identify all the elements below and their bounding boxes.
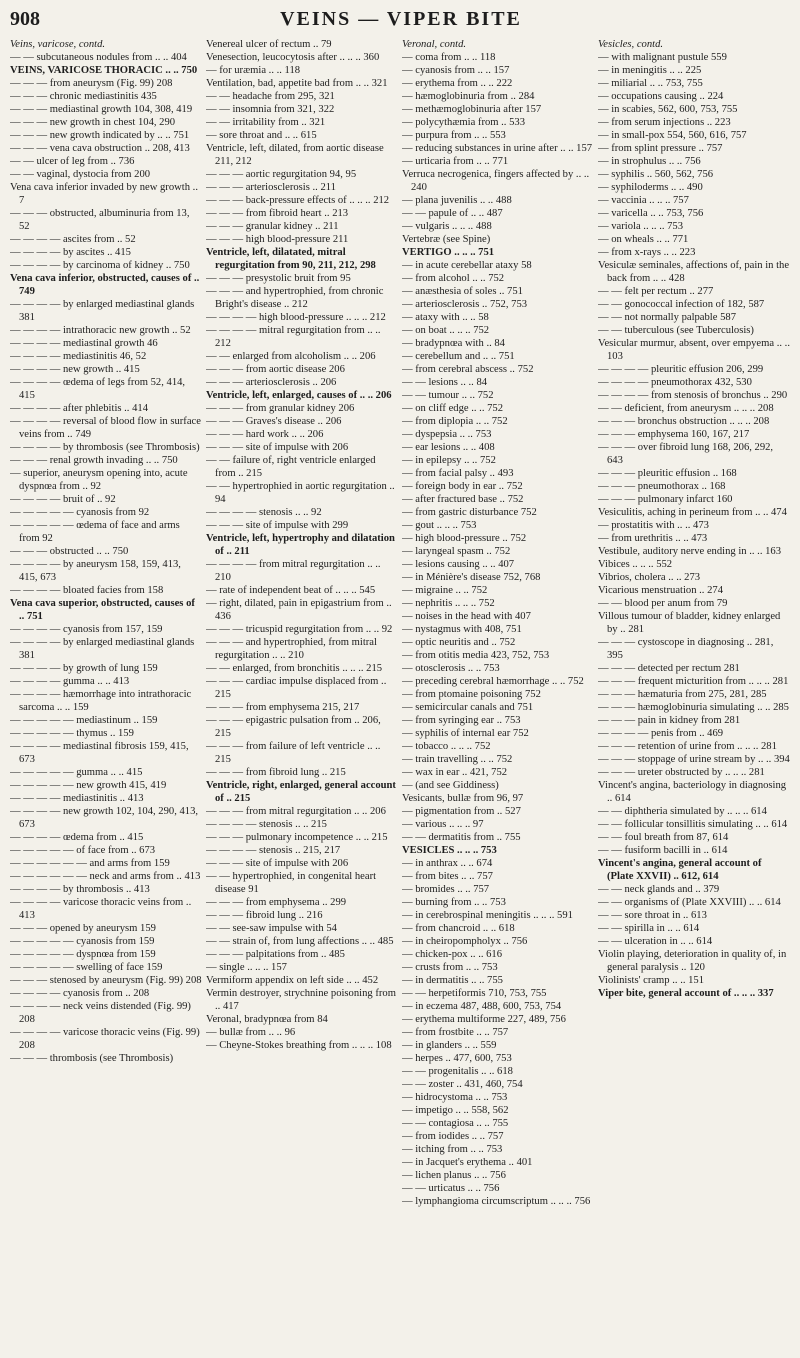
index-entry: — — — — mediastinal growth 46 [10,338,158,349]
index-entry: — from facial palsy .. 493 [402,468,514,479]
index-entry: — from bites .. .. 757 [402,871,493,882]
index-entry: — in glanders .. .. 559 [402,1040,497,1051]
index-entry: — — — arteriosclerosis .. 211 [206,182,336,193]
index-entry: Ventricle, left, dilated, from aortic disease 211, 212 [206,143,384,167]
index-entry: — — — — — swelling of face 159 [10,962,163,973]
index-entry: — — gonococcal infection of 182, 587 [598,299,765,310]
index-entry: — — — arteriosclerosis .. 206 [206,377,337,388]
index-entry: — nystagmus with 408, 751 [402,624,522,635]
index-entry: — cerebellum and .. .. 751 [402,351,515,362]
index-entry: — — — — — — neck and arms from .. 413 [10,871,201,882]
index-entry: — — — — by thrombosis (see Thrombosis) [10,442,200,453]
index-entry: — — — obstructed, albuminuria from 13, 52 [10,208,190,232]
index-entry: — — felt per rectum .. 277 [598,286,714,297]
index-entry: — — — — — œdema of face and arms from 92 [10,520,180,544]
index-entry: — — — pulmonary incompetence .. .. 215 [206,832,388,843]
index-entry: — in strophulus .. .. 756 [598,156,701,167]
index-entry: Veronal, contd. [402,39,467,50]
index-entry: — from ptomaine poisoning 752 [402,689,541,700]
index-entry: Veins, varicose, contd. [10,39,106,50]
index-entry: — — — — stenosis .. 215, 217 [206,845,341,856]
index-entry: Vesicles, contd. [598,39,664,50]
index-entry: — — sore throat in .. 613 [598,910,707,921]
index-entry: Ventricle, left, enlarged, causes of .. .. 206 [206,390,392,401]
index-entry: — from cerebral abscess .. 752 [402,364,534,375]
index-entry: — — deficient, from aneurysm .. .. .. 208 [598,403,774,414]
index-entry: — — failure of, right ventricle enlarged from .. 215 [206,455,376,479]
index-entry: — — — from aneurysm (Fig. 99) 208 [10,78,173,89]
index-entry: — — diphtheria simulated by .. .. .. 614 [598,806,767,817]
index-entry: — in Ménière's disease 752, 768 [402,572,541,583]
index-columns [10,38,792,1208]
index-entry: — — — — — cyanosis from 92 [10,507,150,518]
index-entry: — — — — mediastinitis .. 413 [10,793,144,804]
index-entry: Viper bite, general account of .. .. .. 337 [598,988,774,999]
index-entry: — coma from .. .. 118 [402,52,496,63]
index-entry: — dyspepsia .. .. 753 [402,429,492,440]
index-entry: — from otitis media 423, 752, 753 [402,650,550,661]
index-entry: — — — pneumothorax .. 168 [598,481,726,492]
index-entry: — syphilis .. 560, 562, 756 [598,169,714,180]
index-entry: — — see-saw impulse with 54 [206,923,337,934]
index-entry: — gout .. .. .. 753 [402,520,477,531]
index-entry: — — strain of, from lung affections .. .. 485 [206,936,394,947]
index-entry: — preceding cerebral hæmorrhage .. .. 752 [402,676,584,687]
index-entry: — — — — by aneurysm 158, 159, 413, 415, 673 [10,559,181,583]
index-entry: — — ulcer of leg from .. 736 [10,156,135,167]
index-entry: — — — — intrathoracic new growth .. 52 [10,325,191,336]
index-entry: — — ulceration in .. .. 614 [598,936,713,947]
index-entry: — — — high blood-pressure 211 [206,234,349,245]
index-entry: — — tumour .. .. 752 [402,390,494,401]
index-entry: Veronal, bradypnœa from 84 [206,1014,328,1025]
index-entry: — — organisms of (Plate XXVIII) .. .. 614 [598,897,781,908]
index-entry: — — — — by carcinoma of kidney .. 750 [10,260,190,271]
index-entry: — occupations causing .. 224 [598,91,724,102]
index-entry: — tobacco .. .. .. 752 [402,741,491,752]
index-entry: — reducing substances in urine after .. .. 157 [402,143,593,154]
index-entry: — cyanosis from .. .. 157 [402,65,510,76]
index-entry: — — — — pneumothorax 432, 530 [598,377,752,388]
index-entry: — — not normally palpable 587 [598,312,736,323]
index-entry: — — papule of .. .. 487 [402,208,503,219]
index-entry: — — — — cyanosis from .. 208 [10,988,150,999]
index-entry: — purpura from .. .. 553 [402,130,506,141]
index-entry: — — — emphysema 160, 167, 217 [598,429,750,440]
index-entry: — — — chronic mediastinitis 435 [10,91,157,102]
index-entry: — — — renal growth invading .. .. 750 [10,455,178,466]
index-entry: Vincent's angina, general account of (Plate XXVII) .. 612, 614 [598,858,762,882]
index-entry: Venesection, leucocytosis after .. .. .. 360 [206,52,380,63]
index-entry: — — — epigastric pulsation from .. 206, 215 [206,715,381,739]
index-entry: — — — from fibroid heart .. 213 [206,208,349,219]
index-entry: — — foul breath from 87, 614 [598,832,729,843]
index-entry: Ventricle, left, dilatated, mitral regurgitation from 90, 211, 212, 298 [206,247,376,271]
index-entry: — — — — penis from .. 469 [598,728,724,739]
index-entry: — in anthrax .. .. 674 [402,858,493,869]
index-entry: — — — Graves's disease .. 206 [206,416,342,427]
index-entry: — — — stoppage of urine stream by .. .. 394 [598,754,790,765]
index-entry: — — — from emphysema .. 299 [206,897,347,908]
index-entry: — chicken-pox .. .. 616 [402,949,503,960]
index-entry: — — — mediastinal growth 104, 308, 419 [10,104,193,115]
index-entry: — — herpetiformis 710, 753, 755 [402,988,547,999]
index-entry: — — — — high blood-pressure .. .. .. 212 [206,312,386,323]
index-entry: — — — — by enlarged mediastinal glands 381 [10,299,195,323]
index-entry: — from serum injections .. 223 [598,117,731,128]
index-entry: — — — — — cyanosis from 159 [10,936,155,947]
index-entry: — in meningitis .. .. 225 [598,65,702,76]
index-entry: — — zoster .. 431, 460, 754 [402,1079,523,1090]
index-entry: — — — — varicose thoracic veins (Fig. 99) 208 [10,1027,200,1051]
index-entry: — superior, aneurysm opening into, acute dyspnœa from .. 92 [10,468,188,492]
index-entry: — — — — from stenosis of bronchus .. 290 [598,390,788,401]
index-entry: — — — presystolic bruit from 95 [206,273,351,284]
index-entry: — — — hæmoglobinuria simulating .. .. 285 [598,702,789,713]
index-entry: — — — tricuspid regurgitation from .. .. 92 [206,624,393,635]
index-entry: — sore throat and .. .. 615 [206,130,317,141]
index-entry: — — — — hæmorrhage into intrathoracic sarcoma .. .. 159 [10,689,192,713]
index-entry: — — contagiosa .. .. 755 [402,1118,509,1129]
index-entry: — high blood-pressure .. 752 [402,533,527,544]
index-column-4 [598,38,790,1208]
index-entry: — — — — mediastinal fibrosis 159, 415, 673 [10,741,189,765]
index-entry: — — — granular kidney .. 211 [206,221,339,232]
index-entry: — erythema from .. .. 222 [402,78,513,89]
index-entry: — on wheals .. .. 771 [598,234,689,245]
index-entry: — — — new growth in chest 104, 290 [10,117,176,128]
index-entry: — — enlarged from alcoholism .. .. 206 [206,351,376,362]
index-entry: — syphiloderms .. .. 490 [598,182,703,193]
index-entry: — — — from failure of left ventricle .. .. 215 [206,741,381,765]
index-entry: — — — — — of face from .. 673 [10,845,156,856]
index-entry: — — — palpitations from .. 485 [206,949,345,960]
index-entry: — noises in the head with 407 [402,611,531,622]
index-entry: — otosclerosis .. .. 753 [402,663,500,674]
page-number: 908 [10,8,40,30]
index-entry: — from diplopia .. .. 752 [402,416,508,427]
index-entry: — — — pain in kidney from 281 [598,715,741,726]
index-entry: — polycythæmia from .. 533 [402,117,525,128]
index-entry: — — — over fibroid lung 168, 206, 292, 643 [598,442,774,466]
index-entry: — — — — mediastinitis 46, 52 [10,351,147,362]
index-entry: — lichen planus .. .. 756 [402,1170,506,1181]
index-entry: — — — and hypertrophied, from chronic Bright's disease .. 212 [206,286,384,310]
index-entry: — — — — — mediastinum .. 159 [10,715,158,726]
index-entry: — vulgaris .. .. .. 488 [402,221,492,232]
index-entry: — — — — neck veins distended (Fig. 99) 208 [10,1001,191,1025]
index-entry: — bromides .. .. 757 [402,884,490,895]
index-entry: Vesicular murmur, absent, over empyema .. .. 103 [598,338,790,362]
index-column-1 [10,38,202,1208]
index-entry: — — — — — gumma .. .. 415 [10,767,143,778]
index-entry: — from alcohol .. .. 752 [402,273,505,284]
index-entry: — in epilepsy .. .. 752 [402,455,496,466]
index-entry: — — — cardiac impulse displaced from .. 215 [206,676,387,700]
index-entry: — (and see Giddiness) [402,780,499,791]
index-entry: — — — — — thymus .. 159 [10,728,134,739]
index-entry: — — vaginal, dystocia from 200 [10,169,151,180]
index-entry: — in cheiropompholyx .. 756 [402,936,528,947]
index-entry: — — — from mitral regurgitation .. .. 206 [206,806,386,817]
index-entry: Vesicants, bullæ from 96, 97 [402,793,524,804]
index-entry: — miliarial .. .. 753, 755 [598,78,703,89]
index-entry: — — — — stenosis .. .. 92 [206,507,322,518]
index-entry: — — neck glands and .. 379 [598,884,720,895]
index-entry: — — — from granular kidney 206 [206,403,355,414]
index-entry: — — lesions .. .. 84 [402,377,488,388]
index-entry: — pigmentation from .. 527 [402,806,521,817]
index-entry: — — spirilla in .. .. 614 [598,923,700,934]
index-entry: — prostatitis with .. .. 473 [598,520,709,531]
index-entry: — — — — — dyspnœa from 159 [10,949,156,960]
index-entry: — in eczema 487, 488, 600, 753, 754 [402,1001,562,1012]
index-entry: — — — — after phlebitis .. 414 [10,403,148,414]
index-entry: — from splint pressure .. 757 [598,143,723,154]
index-column-2 [206,38,398,1208]
index-entry: — — — vena cava obstruction .. 208, 413 [10,143,190,154]
index-entry: — — — back-pressure effects of .. .. .. 212 [206,195,390,206]
index-entry: — — subcutaneous nodules from .. .. 404 [10,52,187,63]
index-entry: — train travelling .. .. 752 [402,754,513,765]
index-entry: — optic neuritis and .. 752 [402,637,516,648]
index-entry: Vena cava inferior, obstructed, causes of .. 749 [10,273,200,297]
index-entry: — varicella .. .. 753, 756 [598,208,704,219]
index-entry: — — — new growth indicated by .. .. 751 [10,130,190,141]
page-header [10,8,792,34]
index-entry: — — — — new growth 102, 104, 290, 413, 673 [10,806,199,830]
index-entry: — — tuberculous (see Tuberculosis) [598,325,754,336]
index-entry: — syphilis of internal ear 752 [402,728,529,739]
index-entry: — erythema multiforme 227, 489, 756 [402,1014,566,1025]
index-entry: — — — and hypertrophied, from mitral regurgitation .. .. 210 [206,637,377,661]
index-entry: — — — thrombosis (see Thrombosis) [10,1053,174,1064]
index-entry: VESICLES .. .. .. 753 [402,845,497,856]
index-entry: — — — — — — and arms from 159 [10,858,170,869]
index-entry: — — hypertrophied in aortic regurgitation .. 94 [206,481,395,505]
index-entry: — anæsthesia of soles .. 751 [402,286,523,297]
index-entry: — — blood per anum from 79 [598,598,728,609]
index-entry: — Cheyne-Stokes breathing from .. .. .. 108 [206,1040,392,1051]
index-entry: — — — ureter obstructed by .. .. .. 281 [598,767,765,778]
index-entry: Verruca necrogenica, fingers affected by .. .. 240 [402,169,590,193]
index-entry: — — — — by thrombosis .. 413 [10,884,150,895]
index-entry: VERTIGO .. .. .. 751 [402,247,495,258]
index-entry: — — — — pleuritic effusion 206, 299 [598,364,764,375]
index-entry: Violin playing, deterioration in quality of, in general paralysis .. 120 [598,949,787,973]
index-entry: — — — retention of urine from .. .. .. 281 [598,741,777,752]
index-entry: — laryngeal spasm .. 752 [402,546,511,557]
index-entry: — from syringing ear .. 753 [402,715,521,726]
index-entry: Vermiform appendix on left side .. .. 452 [206,975,379,986]
index-entry: — — — fibroid lung .. 216 [206,910,323,921]
index-entry: Vesiculitis, aching in perineum from .. .. 474 [598,507,787,518]
index-entry: — — headache from 295, 321 [206,91,335,102]
index-entry: — ataxy with .. .. 58 [402,312,489,323]
index-entry: — — — aortic regurgitation 94, 95 [206,169,357,180]
index-entry: — vaccinia .. .. .. 757 [598,195,689,206]
index-entry: — right, dilated, pain in epigastrium from .. 436 [206,598,392,622]
index-entry: Vestibule, auditory nerve ending in .. .. 163 [598,546,782,557]
index-entry: — — — — bloated facies from 158 [10,585,164,596]
index-entry: — — — cystoscope in diagnosing .. 281, 395 [598,637,774,661]
index-entry: VEINS, VARICOSE THORACIC .. .. 750 [10,65,198,76]
index-entry: — — — — cyanosis from 157, 159 [10,624,163,635]
index-entry: Villous tumour of bladder, kidney enlarged by .. 281 [598,611,781,635]
index-entry: — migraine .. .. 752 [402,585,488,596]
index-entry: — — follicular tonsillitis simulating .. .. 614 [598,819,788,830]
index-entry: — — — detected per rectum 281 [598,663,740,674]
index-entry: Violinists' cramp .. .. 151 [598,975,705,986]
index-entry: — — — hæmaturia from 275, 281, 285 [598,689,767,700]
index-entry: — — — pleuritic effusion .. 168 [598,468,737,479]
index-entry: Vibices .. .. .. 552 [598,559,673,570]
index-entry: — — — — by enlarged mediastinal glands 381 [10,637,195,661]
index-entry: Vena cava superior, obstructed, causes of .. 751 [10,598,195,622]
index-column-3 [402,38,594,1208]
index-entry: — urticaria from .. .. 771 [402,156,509,167]
index-entry: — in small-pox 554, 560, 616, 757 [598,130,747,141]
index-entry: — from urethritis .. .. 473 [598,533,708,544]
index-entry: — — — — varicose thoracic veins from .. 413 [10,897,192,921]
index-entry: — — — site of impulse with 206 [206,442,349,453]
index-entry: Vicarious menstruation .. 274 [598,585,723,596]
index-entry: — after fractured base .. 752 [402,494,524,505]
index-entry: — — irritability from .. 321 [206,117,326,128]
index-entry: — — — stenosed by aneurysm (Fig. 99) 208 [10,975,202,986]
index-entry: — from iodides .. .. 757 [402,1131,504,1142]
index-entry: — — — — gumma .. .. 413 [10,676,130,687]
index-entry: — on boat .. .. .. 752 [402,325,490,336]
index-entry: — plana juvenilis .. .. 488 [402,195,512,206]
index-entry: — — hypertrophied, in congenital heart disease 91 [206,871,377,895]
index-entry: — — — frequent micturition from .. .. .. 281 [598,676,789,687]
index-entry: — lesions causing .. .. 407 [402,559,515,570]
index-entry: — — insomnia from 321, 322 [206,104,335,115]
index-entry: Ventricle, right, enlarged, general account of .. 215 [206,780,396,804]
index-entry: — — — — bruit of .. 92 [10,494,116,505]
index-entry: — wax in ear .. 421, 752 [402,767,508,778]
index-entry: — — — from fibroid lung .. 215 [206,767,346,778]
index-entry: — impetigo .. .. 558, 562 [402,1105,509,1116]
index-entry: Vibrios, cholera .. .. 273 [598,572,701,583]
index-entry: — foreign body in ear .. 752 [402,481,523,492]
index-entry: — — — — stenosis .. .. 215 [206,819,327,830]
index-entry: — — — obstructed .. .. 750 [10,546,129,557]
index-entry: — in acute cerebellar ataxy 58 [402,260,532,271]
index-entry: — — urticatus .. .. 756 [402,1183,500,1194]
index-entry: — — — site of impulse with 206 [206,858,349,869]
index-entry: — — — — — new growth 415, 419 [10,780,167,791]
index-entry: — — — — new growth .. 415 [10,364,140,375]
index-entry: — rate of independent beat of .. .. .. 545 [206,585,376,596]
index-entry: — bradypnœa with .. 84 [402,338,505,349]
index-entry: — lymphangioma circumscriptum .. .. .. 756 [402,1196,591,1207]
index-entry: — with malignant pustule 559 [598,52,727,63]
index-entry: — — — — from mitral regurgitation .. .. 210 [206,559,381,583]
index-entry: — on cliff edge .. .. 752 [402,403,504,414]
index-entry: — arteriosclerosis .. 752, 753 [402,299,528,310]
index-entry: — herpes .. 477, 600, 753 [402,1053,512,1064]
index-entry: — — — — œdema of legs from 52, 414, 415 [10,377,186,401]
index-entry: — — — bronchus obstruction .. .. .. 208 [598,416,770,427]
index-entry: — in dermatitis .. .. 755 [402,975,503,986]
index-entry: — various .. .. .. 97 [402,819,484,830]
index-entry: — in Jacquet's erythema .. 401 [402,1157,533,1168]
index-entry: — from chancroid .. .. 618 [402,923,515,934]
index-entry: Vesiculæ seminales, affections of, pain in the back from .. .. 428 [598,260,790,284]
index-entry: — — — — ascites from .. 52 [10,234,136,245]
index-entry: — burning from .. .. 753 [402,897,506,908]
index-entry: — nephritis .. .. .. 752 [402,598,495,609]
index-entry: Vertebræ (see Spine) [402,234,491,245]
index-entry: — — fusiform bacilli in .. 614 [598,845,728,856]
index-entry: — bullæ from .. .. 96 [206,1027,296,1038]
index-entry: — crusts from .. .. 753 [402,962,498,973]
index-entry: — from gastric disturbance 752 [402,507,537,518]
index-entry: — — — — œdema from .. 415 [10,832,144,843]
index-entry: — semicircular canals and 751 [402,702,534,713]
index-entry: — from x-rays .. .. 223 [598,247,696,258]
index-entry: — methæmoglobinuria after 157 [402,104,542,115]
index-entry: — from frostbite .. .. 757 [402,1027,509,1038]
index-entry: — for uræmia .. .. 118 [206,65,301,76]
index-entry: Vermin destroyer, strychnine poisoning from .. 417 [206,988,396,1012]
index-entry: — hæmoglobinuria from .. 284 [402,91,535,102]
index-entry: — in scabies, 562, 600, 753, 755 [598,104,738,115]
running-head: VEINS — VIPER BITE [280,8,522,30]
index-entry: — — progenitalis .. .. 618 [402,1066,513,1077]
index-entry: Vincent's angina, bacteriology in diagnosing .. 614 [598,780,787,804]
index-entry: — — dermatitis from .. 755 [402,832,521,843]
index-entry: — — — pulmonary infarct 160 [598,494,733,505]
index-entry: — — — from emphysema 215, 217 [206,702,360,713]
index-entry: — — — site of impulse with 299 [206,520,349,531]
index-entry: — — — from aortic disease 206 [206,364,345,375]
index-entry: — ear lesions .. .. 408 [402,442,495,453]
index-entry: — — — — by ascites .. 415 [10,247,131,258]
index-entry: Vena cava inferior invaded by new growth .. 7 [10,182,198,206]
index-entry: — in cerebrospinal meningitis .. .. .. 591 [402,910,573,921]
index-entry: Ventilation, bad, appetite bad from .. .. 321 [206,78,388,89]
index-entry: — — — opened by aneurysm 159 [10,923,156,934]
index-entry: — variola .. .. .. 753 [598,221,684,232]
index-entry: Ventricle, left, hypertrophy and dilatation of .. 211 [206,533,395,557]
index-entry: Venereal ulcer of rectum .. 79 [206,39,332,50]
index-entry: — itching from .. .. 753 [402,1144,503,1155]
index-entry: — hidrocystoma .. .. 753 [402,1092,508,1103]
index-entry: — — enlarged, from bronchitis .. .. .. 215 [206,663,383,674]
index-entry: — single .. .. .. 157 [206,962,287,973]
index-entry: — — — — mitral regurgitation from .. .. 212 [206,325,381,349]
index-entry: — — — — by growth of lung 159 [10,663,158,674]
index-entry: — — — — reversal of blood flow in surface veins from .. 749 [10,416,201,440]
index-entry: — — — hard work .. .. 206 [206,429,324,440]
